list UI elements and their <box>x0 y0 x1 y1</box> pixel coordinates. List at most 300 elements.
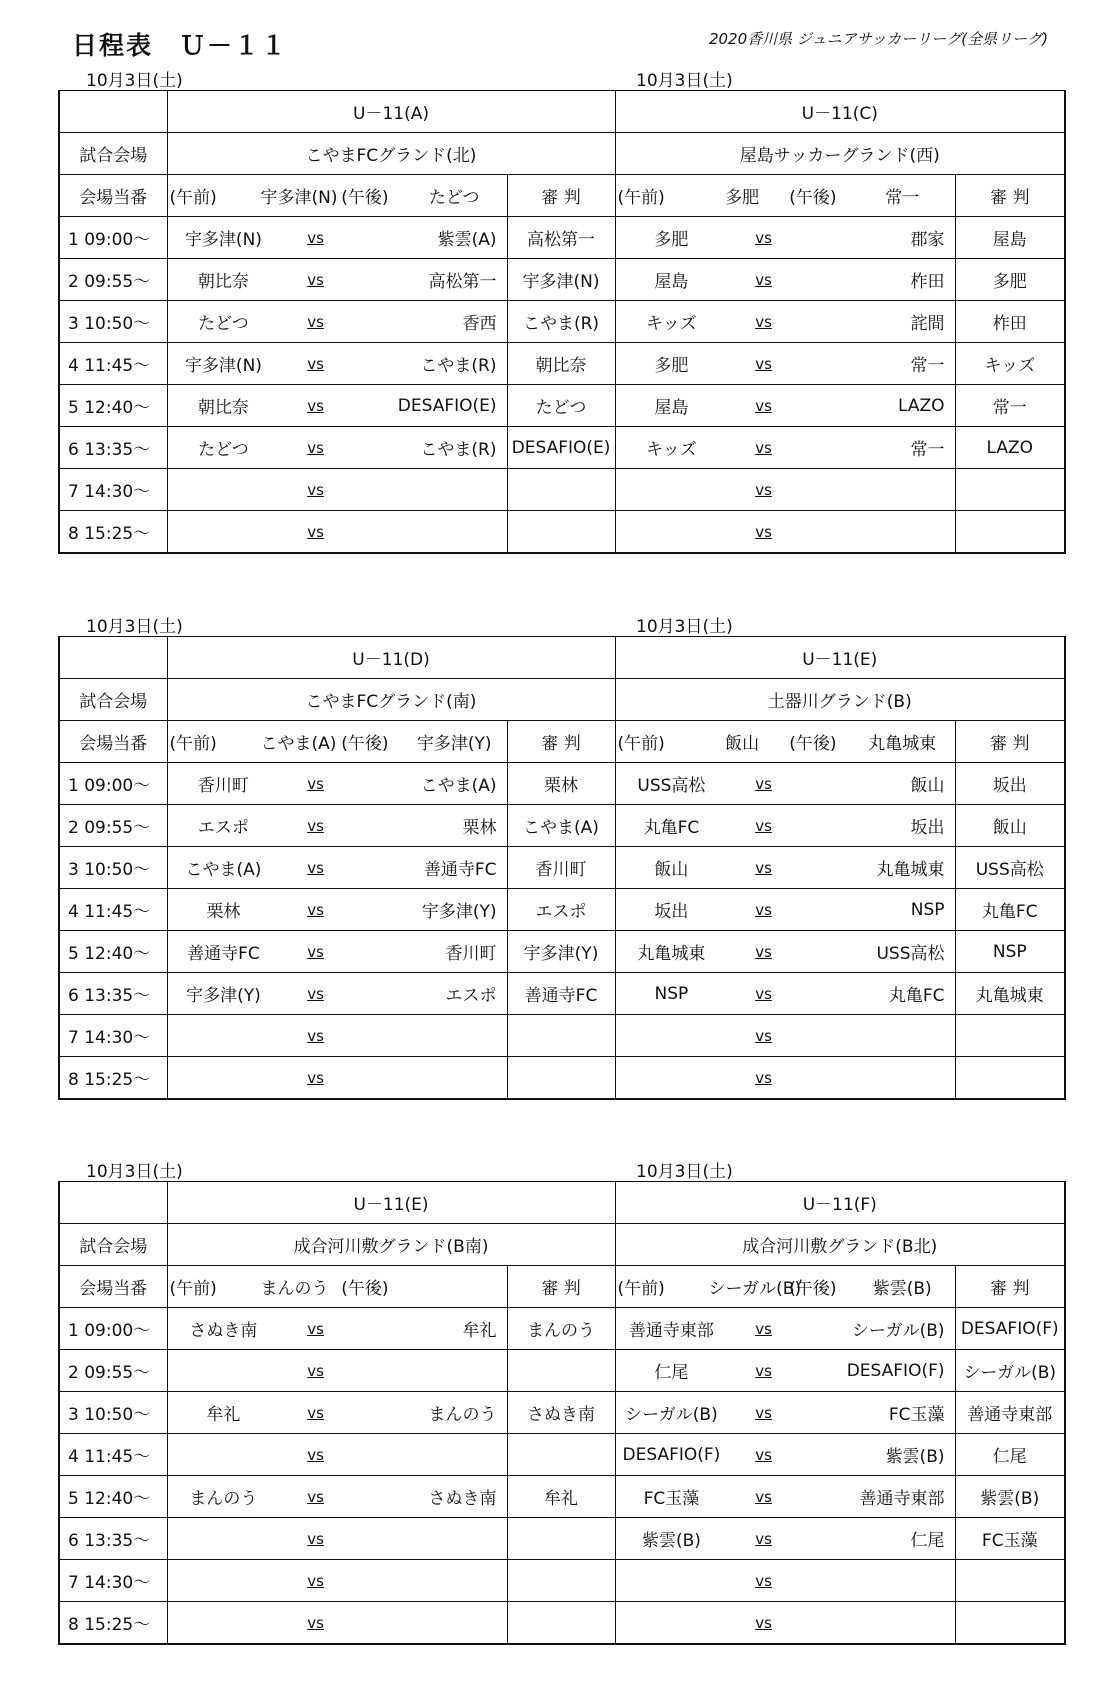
match-pair <box>616 1392 955 1433</box>
away-team: エスポ <box>445 986 497 1006</box>
away-team: 詫間 <box>910 314 945 334</box>
slot-time: 2 09:55～ <box>59 1350 167 1392</box>
slot-time: 4 11:45～ <box>59 1434 167 1476</box>
vs-label: vs <box>307 312 324 331</box>
am-label: (午前) <box>617 188 665 208</box>
referee-team <box>507 1518 615 1560</box>
match-right <box>615 217 955 259</box>
match-pair <box>168 1476 507 1517</box>
referee-team <box>507 1560 615 1602</box>
match-left <box>167 805 507 847</box>
vs-label: vs <box>755 942 772 961</box>
away-team: 高松第一 <box>428 272 497 292</box>
vs-label: vs <box>755 228 772 247</box>
referee-team: 丸亀城東 <box>955 973 1065 1015</box>
match-row <box>59 343 1065 385</box>
match-pair <box>168 385 507 426</box>
group-left: U－11(A) <box>167 91 615 133</box>
vs-label: vs <box>755 816 772 835</box>
match-row <box>59 847 1065 889</box>
referee-team <box>955 1602 1065 1645</box>
match-right <box>615 847 955 889</box>
date-right: 10月3日(土) <box>636 617 733 637</box>
referee-team: 坂出 <box>955 763 1065 805</box>
vs-label: vs <box>755 1361 772 1380</box>
vs-label: vs <box>755 1319 772 1338</box>
referee-team: 常一 <box>955 385 1065 427</box>
away-team: 常一 <box>910 356 945 376</box>
vs-label: vs <box>755 312 772 331</box>
slot-time: 8 15:25～ <box>59 1602 167 1645</box>
match-right <box>615 1308 955 1350</box>
match-right <box>615 427 955 469</box>
home-team: 紫雲(B) <box>641 1531 701 1551</box>
home-team: キッズ <box>646 440 697 460</box>
match-left <box>167 1350 507 1392</box>
home-team: こやま(A) <box>185 860 262 880</box>
away-team: NSP <box>910 899 945 920</box>
vs-label: vs <box>307 396 324 415</box>
match-row <box>59 1057 1065 1100</box>
referee-team <box>507 1015 615 1057</box>
home-team: 宇多津(Y) <box>186 986 261 1006</box>
match-left <box>167 301 507 343</box>
am-label: (午前) <box>169 1279 217 1299</box>
match-pair <box>616 1350 955 1391</box>
match-pair <box>168 427 507 468</box>
slot-time: 4 11:45～ <box>59 343 167 385</box>
referee-team: さぬき南 <box>507 1392 615 1434</box>
referee-header-left: 審 判 <box>507 175 615 217</box>
slot-time: 5 12:40～ <box>59 931 167 973</box>
match-right <box>615 511 955 554</box>
match-right <box>615 889 955 931</box>
referee-team <box>955 1057 1065 1100</box>
match-right <box>615 301 955 343</box>
match-pair <box>616 1518 955 1559</box>
match-right <box>615 343 955 385</box>
vs-label: vs <box>755 480 772 499</box>
away-team: 丸亀FC <box>888 986 945 1006</box>
away-team: シーガル(B) <box>851 1321 945 1341</box>
vs-label: vs <box>755 1403 772 1422</box>
home-team: 朝比奈 <box>197 272 249 292</box>
match-row <box>59 1308 1065 1350</box>
referee-team <box>507 511 615 554</box>
am-duty-team: 飯山 <box>725 734 760 754</box>
venue-right: 土器川グランド(B) <box>615 679 1065 721</box>
referee-team: DESAFIO(F) <box>955 1308 1065 1350</box>
match-left <box>167 469 507 511</box>
match-right <box>615 1057 955 1100</box>
home-team: キッズ <box>646 314 697 334</box>
schedule-table <box>58 90 1066 554</box>
match-row <box>59 763 1065 805</box>
match-pair <box>616 889 955 930</box>
referee-team: 朝比奈 <box>507 343 615 385</box>
match-pair <box>168 1308 507 1349</box>
home-team: 多肥 <box>654 230 689 250</box>
home-team: 栗林 <box>206 902 241 922</box>
group-right: U－11(E) <box>615 637 1065 679</box>
match-pair <box>616 847 955 888</box>
duty-row-left <box>168 729 507 754</box>
away-team: DESAFIO(E) <box>397 395 497 416</box>
slot-time: 1 09:00～ <box>59 1308 167 1350</box>
match-pair <box>616 973 955 1014</box>
match-right <box>615 931 955 973</box>
vs-label: vs <box>307 900 324 919</box>
duty-label: 会場当番 <box>59 721 167 763</box>
vs-label: vs <box>307 354 324 373</box>
referee-team: こやま(A) <box>507 805 615 847</box>
match-pair <box>168 217 507 258</box>
venue-left: こやまFCグランド(南) <box>167 679 615 721</box>
vs-label: vs <box>307 270 324 289</box>
match-left <box>167 427 507 469</box>
match-left <box>167 1602 507 1645</box>
vs-label: vs <box>307 522 324 541</box>
referee-team: エスポ <box>507 889 615 931</box>
match-right <box>615 1350 955 1392</box>
duty-left <box>167 1266 507 1308</box>
match-pair <box>616 343 955 384</box>
home-team: 宇多津(N) <box>184 230 262 250</box>
away-team: さぬき南 <box>428 1489 497 1509</box>
match-left <box>167 1392 507 1434</box>
match-pair <box>616 931 955 972</box>
match-pair <box>616 511 955 552</box>
match-left <box>167 217 507 259</box>
away-team: 善通寺東部 <box>859 1489 945 1509</box>
match-right <box>615 1015 955 1057</box>
am-duty-team: 多肥 <box>725 188 760 208</box>
match-row <box>59 427 1065 469</box>
referee-team: 香川町 <box>507 847 615 889</box>
vs-label: vs <box>307 984 324 1003</box>
vs-label: vs <box>307 774 324 793</box>
match-left <box>167 931 507 973</box>
vs-label: vs <box>307 1403 324 1422</box>
match-row <box>59 805 1065 847</box>
slot-time: 3 10:50～ <box>59 1392 167 1434</box>
home-team: 屋島 <box>654 398 689 418</box>
match-left <box>167 763 507 805</box>
home-team: FC玉藻 <box>643 1489 700 1509</box>
home-team: 牟礼 <box>206 1405 241 1425</box>
slot-time: 5 12:40～ <box>59 385 167 427</box>
match-pair <box>168 1015 507 1056</box>
away-team: 紫雲(B) <box>885 1447 945 1467</box>
venue-left: 成合河川敷グランド(B南) <box>167 1224 615 1266</box>
match-left <box>167 1476 507 1518</box>
vs-label: vs <box>307 1445 324 1464</box>
match-pair <box>168 1392 507 1433</box>
corner-cell <box>59 91 167 133</box>
match-right <box>615 1560 955 1602</box>
slot-time: 3 10:50～ <box>59 301 167 343</box>
slot-time: 6 13:35～ <box>59 427 167 469</box>
referee-team: 仁尾 <box>955 1434 1065 1476</box>
match-pair <box>616 1602 955 1643</box>
match-row <box>59 1434 1065 1476</box>
home-team: たどつ <box>198 440 249 460</box>
away-team: 宇多津(Y) <box>421 902 497 922</box>
date-left: 10月3日(土) <box>86 71 183 91</box>
match-row <box>59 1602 1065 1645</box>
away-team: こやま(A) <box>420 776 497 796</box>
away-team: 栗林 <box>462 818 497 838</box>
slot-time: 3 10:50～ <box>59 847 167 889</box>
match-left <box>167 1518 507 1560</box>
pm-duty-team: たどつ <box>428 188 480 208</box>
match-pair <box>168 343 507 384</box>
referee-team <box>507 1057 615 1100</box>
duty-row-left <box>168 1274 507 1299</box>
match-row <box>59 1015 1065 1057</box>
match-right <box>615 385 955 427</box>
slot-time: 7 14:30～ <box>59 1560 167 1602</box>
referee-team: LAZO <box>955 427 1065 469</box>
match-pair <box>168 1560 507 1601</box>
vs-label: vs <box>755 1571 772 1590</box>
referee-header-left: 審 判 <box>507 721 615 763</box>
match-row <box>59 1476 1065 1518</box>
duty-row-right <box>616 183 955 208</box>
home-team: 多肥 <box>654 356 689 376</box>
match-pair <box>168 1518 507 1559</box>
match-right <box>615 1476 955 1518</box>
vs-label: vs <box>307 1361 324 1380</box>
match-right <box>615 1392 955 1434</box>
match-pair <box>168 805 507 846</box>
home-team: 宇多津(N) <box>184 356 262 376</box>
vs-label: vs <box>755 438 772 457</box>
match-pair <box>616 1476 955 1517</box>
home-team: さぬき南 <box>189 1321 258 1341</box>
slot-time: 7 14:30～ <box>59 1015 167 1057</box>
match-pair <box>616 217 955 258</box>
away-team: 坂出 <box>910 818 945 838</box>
vs-label: vs <box>755 984 772 1003</box>
match-right <box>615 1434 955 1476</box>
referee-header-left: 審 判 <box>507 1266 615 1308</box>
match-pair <box>616 259 955 300</box>
match-pair <box>168 259 507 300</box>
home-team: エスポ <box>197 818 249 838</box>
vs-label: vs <box>307 1487 324 1506</box>
am-duty-team: まんのう <box>260 1279 329 1299</box>
match-pair <box>616 1015 955 1056</box>
duty-label: 会場当番 <box>59 175 167 217</box>
corner-cell <box>59 1182 167 1224</box>
away-team: まんのう <box>428 1405 497 1425</box>
match-right <box>615 973 955 1015</box>
match-pair <box>616 1434 955 1475</box>
referee-team: NSP <box>955 931 1065 973</box>
am-duty-team: 宇多津(N) <box>260 188 338 208</box>
match-left <box>167 973 507 1015</box>
pm-duty-team: 宇多津(Y) <box>416 734 492 754</box>
match-left <box>167 889 507 931</box>
match-left <box>167 1057 507 1100</box>
am-duty-team: シーガル(B) <box>708 1279 802 1299</box>
pm-label: (午後) <box>341 1279 389 1299</box>
away-team: DESAFIO(F) <box>846 1360 945 1381</box>
group-right: U－11(F) <box>615 1182 1065 1224</box>
referee-team: 飯山 <box>955 805 1065 847</box>
vs-label: vs <box>755 396 772 415</box>
referee-team: 高松第一 <box>507 217 615 259</box>
referee-team: 栗林 <box>507 763 615 805</box>
match-right <box>615 1518 955 1560</box>
match-pair <box>616 1057 955 1098</box>
match-right <box>615 259 955 301</box>
referee-team: FC玉藻 <box>955 1518 1065 1560</box>
away-team: 紫雲(A) <box>437 230 497 250</box>
match-left <box>167 343 507 385</box>
slot-time: 8 15:25～ <box>59 1057 167 1100</box>
match-pair <box>616 1308 955 1349</box>
match-row <box>59 259 1065 301</box>
vs-label: vs <box>755 900 772 919</box>
away-team: 郡家 <box>910 230 945 250</box>
away-team: 香西 <box>462 314 497 334</box>
league-subtitle: 2020香川県 ジュニアサッカーリーグ(全県リーグ) <box>708 30 1048 48</box>
match-row <box>59 301 1065 343</box>
vs-label: vs <box>755 774 772 793</box>
match-left <box>167 1015 507 1057</box>
away-team: 仁尾 <box>910 1531 945 1551</box>
away-team: 柞田 <box>910 272 945 292</box>
match-pair <box>168 847 507 888</box>
pm-label: (午後) <box>789 734 837 754</box>
vs-label: vs <box>755 522 772 541</box>
referee-team <box>955 511 1065 554</box>
referee-header-right: 審 判 <box>955 721 1065 763</box>
match-row <box>59 889 1065 931</box>
am-label: (午前) <box>617 734 665 754</box>
vs-label: vs <box>755 1529 772 1548</box>
referee-team: シーガル(B) <box>955 1350 1065 1392</box>
referee-team: 牟礼 <box>507 1476 615 1518</box>
match-pair <box>616 1560 955 1601</box>
slot-time: 5 12:40～ <box>59 1476 167 1518</box>
away-team: 牟礼 <box>462 1321 497 1341</box>
match-row <box>59 1560 1065 1602</box>
duty-row-right <box>616 1274 955 1299</box>
duty-right <box>615 1266 955 1308</box>
vs-label: vs <box>307 816 324 835</box>
away-team: FC玉藻 <box>888 1405 945 1425</box>
match-left <box>167 511 507 554</box>
vs-label: vs <box>307 942 324 961</box>
group-left: U－11(E) <box>167 1182 615 1224</box>
date-left: 10月3日(土) <box>86 617 183 637</box>
home-team: USS高松 <box>637 776 706 796</box>
match-pair <box>168 301 507 342</box>
referee-team: まんのう <box>507 1308 615 1350</box>
vs-label: vs <box>307 1068 324 1087</box>
date-left: 10月3日(土) <box>86 1162 183 1182</box>
pm-label: (午後) <box>789 188 837 208</box>
match-pair <box>168 889 507 930</box>
match-pair <box>168 973 507 1014</box>
slot-time: 4 11:45～ <box>59 889 167 931</box>
match-left <box>167 385 507 427</box>
match-pair <box>168 1057 507 1098</box>
referee-team: 多肥 <box>955 259 1065 301</box>
group-right: U－11(C) <box>615 91 1065 133</box>
vs-label: vs <box>307 1026 324 1045</box>
vs-label: vs <box>307 1613 324 1632</box>
match-pair <box>616 763 955 804</box>
home-team: シーガル(B) <box>625 1405 718 1425</box>
match-right <box>615 469 955 511</box>
referee-team: キッズ <box>955 343 1065 385</box>
away-team: 香川町 <box>445 944 497 964</box>
pm-label: (午後) <box>341 188 389 208</box>
match-pair <box>168 469 507 510</box>
duty-right <box>615 721 955 763</box>
home-team: 仁尾 <box>654 1363 689 1383</box>
away-team: 善通寺FC <box>423 860 497 880</box>
duty-right <box>615 175 955 217</box>
am-label: (午前) <box>169 188 217 208</box>
home-team: まんのう <box>189 1489 258 1509</box>
vs-label: vs <box>755 1445 772 1464</box>
away-team: LAZO <box>897 395 945 416</box>
slot-time: 1 09:00～ <box>59 217 167 259</box>
match-row <box>59 1518 1065 1560</box>
home-team: 香川町 <box>197 776 249 796</box>
referee-team: 善通寺東部 <box>955 1392 1065 1434</box>
vs-label: vs <box>755 1613 772 1632</box>
away-team: こやま(R) <box>420 356 497 376</box>
slot-time: 7 14:30～ <box>59 469 167 511</box>
referee-team <box>507 1350 615 1392</box>
match-right <box>615 763 955 805</box>
referee-team: 屋島 <box>955 217 1065 259</box>
vs-label: vs <box>755 1068 772 1087</box>
vs-label: vs <box>307 858 324 877</box>
group-left: U－11(D) <box>167 637 615 679</box>
vs-label: vs <box>755 270 772 289</box>
home-team: 朝比奈 <box>197 398 249 418</box>
referee-team <box>507 1602 615 1645</box>
am-label: (午前) <box>617 1279 665 1299</box>
am-duty-team: こやま(A) <box>260 734 337 754</box>
date-right: 10月3日(土) <box>636 1162 733 1182</box>
vs-label: vs <box>755 354 772 373</box>
away-team: 常一 <box>910 440 945 460</box>
vs-label: vs <box>307 228 324 247</box>
home-team: DESAFIO(F) <box>622 1444 721 1465</box>
pm-duty-team: 丸亀城東 <box>868 734 937 754</box>
home-team: NSP <box>654 983 689 1004</box>
match-row <box>59 1392 1065 1434</box>
match-pair <box>616 427 955 468</box>
referee-header-right: 審 判 <box>955 175 1065 217</box>
slot-time: 2 09:55～ <box>59 805 167 847</box>
home-team: 善通寺FC <box>187 944 260 964</box>
venue-label: 試合会場 <box>59 1224 167 1266</box>
vs-label: vs <box>307 1571 324 1590</box>
match-row <box>59 511 1065 554</box>
home-team: 丸亀城東 <box>637 944 706 964</box>
schedule-table <box>58 636 1066 1100</box>
page-title: 日程表 Ｕ－１１ <box>72 31 289 60</box>
